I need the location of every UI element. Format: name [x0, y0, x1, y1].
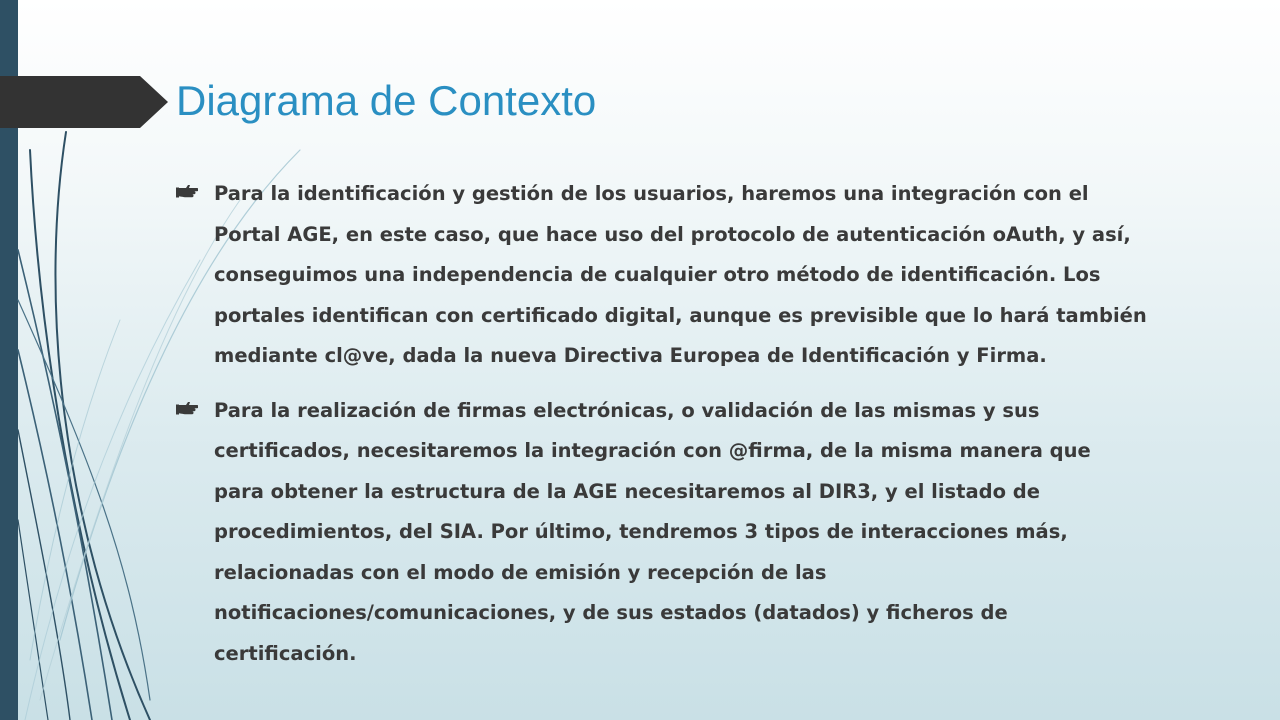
bullet-text-line: para obtener la estructura de la AGE necesitaremos al DIR3, y el listado de [214, 479, 1040, 503]
bullet-text-line: certificación. [214, 641, 357, 665]
pointing-hand-icon [176, 183, 198, 199]
bullet-text-line: notificaciones/comunicaciones, y de sus estados (datados) y ficheros de [214, 601, 1008, 624]
title-tab-arrow [0, 76, 168, 128]
bullet-text-line: Portal AGE, en este caso, que hace uso del protocolo de autenticación oAuth, y así, [214, 222, 1131, 246]
slide-title: Diagrama de Contexto [176, 77, 597, 124]
bullet-text-line: Para la identificación y gestión de los usuarios, haremos una integración con el [214, 182, 1089, 205]
bullet-text-line: certificados, necesitaremos la integración con @firma, de la misma manera que [214, 439, 1091, 462]
bullet-item [176, 391, 1206, 675]
slide-content [176, 174, 1206, 688]
bullet-text-line: conseguimos una independencia de cualquier otro método de identificación. Los [214, 263, 1101, 286]
bullet-text-line: Para la realización de firmas electrónicas, o validación de las mismas y sus [214, 398, 1040, 422]
bullet-text-line: relacionadas con el modo de emisión y recepción de las [214, 560, 827, 584]
bullet-text-line: procedimientos, del SIA. Por último, tendremos 3 tipos de interacciones más, [214, 520, 1068, 543]
bullet-item [176, 174, 1206, 377]
bullet-text-line: mediante cl@ve, dada la nueva Directiva Europea de Identificación y Firma. [214, 344, 1047, 367]
pointing-hand-icon [176, 400, 198, 416]
bullet-text-line: portales identifican con certificado digital, aunque es previsible que lo hará también [214, 303, 1147, 327]
